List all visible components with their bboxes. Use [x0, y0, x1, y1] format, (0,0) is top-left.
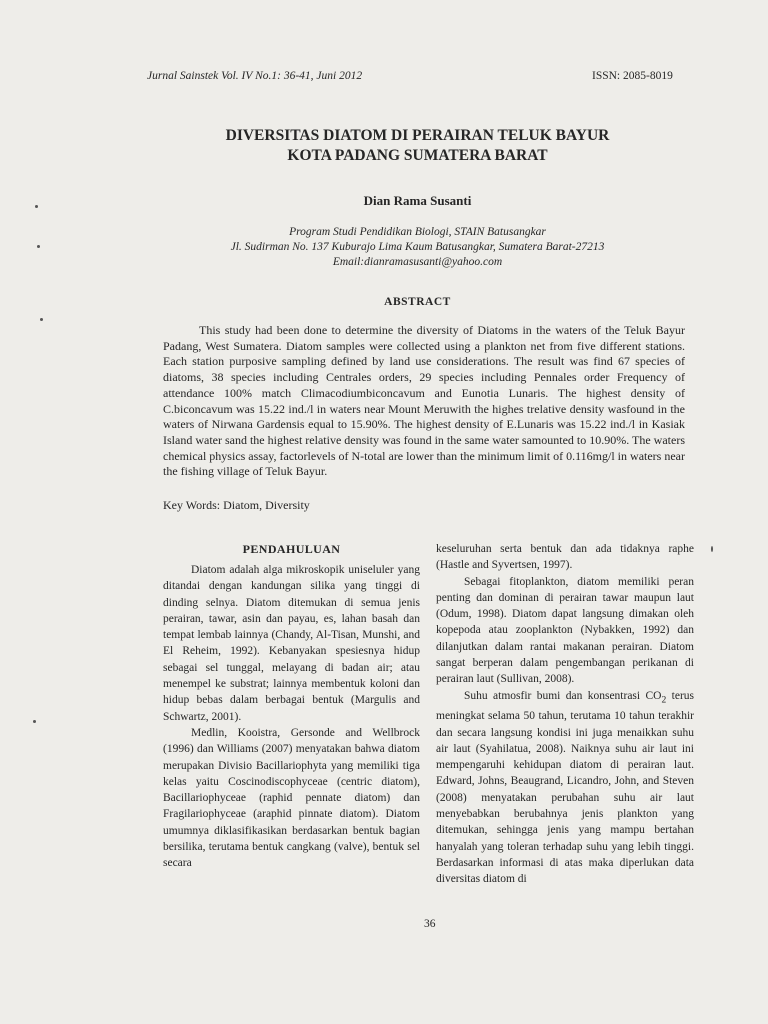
scan-speck	[40, 318, 43, 321]
affiliation-line-2: Jl. Sudirman No. 137 Kuburajo Lima Kaum Batusangkar, Sumatera Barat-27213	[230, 241, 605, 253]
body-paragraph	[436, 688, 694, 888]
abstract-heading: ABSTRACT	[384, 296, 451, 308]
body-paragraph: keseluruhan serta bentuk dan ada tidaknya raphe (Hastle and Syvertsen, 1997).	[436, 543, 694, 572]
abstract-text: This study had been done to determine the diversity of Diatoms in the waters of the Teluk Bayur Padang, West Sumatera. Diatom samples were collected using a plankton net from five different stations. Each station purposive sampling defined by land use considerations. The result was find 67 species of diatoms, 38 species including Centrales orders, 29 species including Pennales order Frequency of attendance 100% match Climacodiumbiconcavum and Eunotia Lunaris. The highest density of C.biconcavum was 15.22 ind./l in waters near Mount Meruwith the highes trelative density wasfound in the waters of Nirwana Gardensis equal to 15.90%. The highest density of E.Lunaris was 15.22 ind./l in Kasiak Island water sand the highest relative density was found in the same water samounted to 10.90%. The waters chemical physics assay, factorlevels of N-total are lower than the minimum limit of 0.116mg/l in waters near the fishing village of Teluk Bayur.	[163, 323, 685, 479]
scan-speck	[711, 546, 713, 552]
subscript: 2	[661, 693, 667, 705]
title-line-2: KOTA PADANG SUMATERA BARAT	[287, 147, 548, 164]
section-heading: PENDAHULUAN	[242, 542, 341, 556]
scan-speck	[37, 245, 40, 248]
author-name: Dian Rama Susanti	[363, 193, 472, 208]
author-affiliation	[160, 225, 675, 270]
paragraph-text: terus meningkat selama 50 tahun, terutama 10 tahun terakhir dan secara langsung kondisi ini juga menaikkan suhu air laut (Syahilatua, 2008). Naiknya suhu air laut ini mempengaruhi kehidupan diatom di perairan laut. Edward, Johns, Beaugrand, Licandro, John, and Steven (2008) menyatakan perubahan suhu air laut menyebabkan berubahnya jenis plankton yang ditemukan, sehingga jenis yang mampu bertahan hanyalah yang toleran terhadap suhu yang lebih tinggi. Berdasarkan informasi di atas maka diperlukan data diversitas diatom di	[436, 689, 694, 886]
paragraph-text: Suhu atmosfir bumi dan konsentrasi CO	[464, 689, 662, 702]
body-paragraph: Medlin, Kooistra, Gersonde and Wellbrock (1996) dan Williams (2007) menyatakan bahwa diatom merupakan Divisio Bacillariophyta yang memiliki tiga kelas yaitu Coscinodiscophyceae (centric diatom), Bacillariophyceae (raphid pennate diatom) dan Fragilariophyceae (araphid pinnate diatom). Diatom umumnya diklasifikasikan berdasarkan bentuk bagian bersilika, terutama bentuk cangkang (valve), bentuk sel secara	[163, 726, 420, 870]
affiliation-line-1: Program Studi Pendidikan Biologi, STAIN Batusangkar	[289, 226, 546, 238]
body-paragraph: Diatom adalah alga mikroskopik uniseluler yang ditandai dengan kandungan silika yang tinggi di dinding selnya. Diatom ditemukan di semua jenis perairan, tawar, asin dan payau, es, lahan basah dan tempat lembab lainnya (Chandy, Al-Tisan, Munshi, and El Reheim, 1992). Kebanyakan spesiesnya hidup sebagai sel tunggal, melayang di badan air; atau menempel ke substrat; lainnya membentuk koloni dan hidup bebas dalam berbagai bentuk (Margulis and Schwartz, 2001).	[163, 564, 420, 723]
body-paragraph: Sebagai fitoplankton, diatom memiliki peran penting dan dominan di perairan tawar maupun laut (Odum, 1998). Diatom dapat langsung dimakan oleh kopepoda atau zooplankton (Nybakken, 1992) dan dilanjutkan dalam rantai makanan perairan. Diatom sangat berperan dalam pengembangan perikanan di perairan laut (Sullivan, 2008).	[436, 575, 694, 686]
journal-header: Jurnal Sainstek Vol. IV No.1: 36-41, Juni 2012	[147, 70, 363, 82]
body-column-right	[436, 541, 694, 888]
issn-header: ISSN: 2085-8019	[592, 70, 673, 82]
title-line-1: DIVERSITAS DIATOM DI PERAIRAN TELUK BAYUR	[225, 127, 610, 144]
keywords: Key Words: Diatom, Diversity	[163, 498, 310, 512]
paper-title	[160, 126, 675, 166]
body-column-left	[163, 541, 420, 872]
author-email: Email:dianramasusanti@yahoo.com	[332, 256, 503, 268]
scan-speck	[35, 205, 38, 208]
scan-speck	[33, 720, 36, 723]
page-number: 36	[424, 918, 436, 930]
